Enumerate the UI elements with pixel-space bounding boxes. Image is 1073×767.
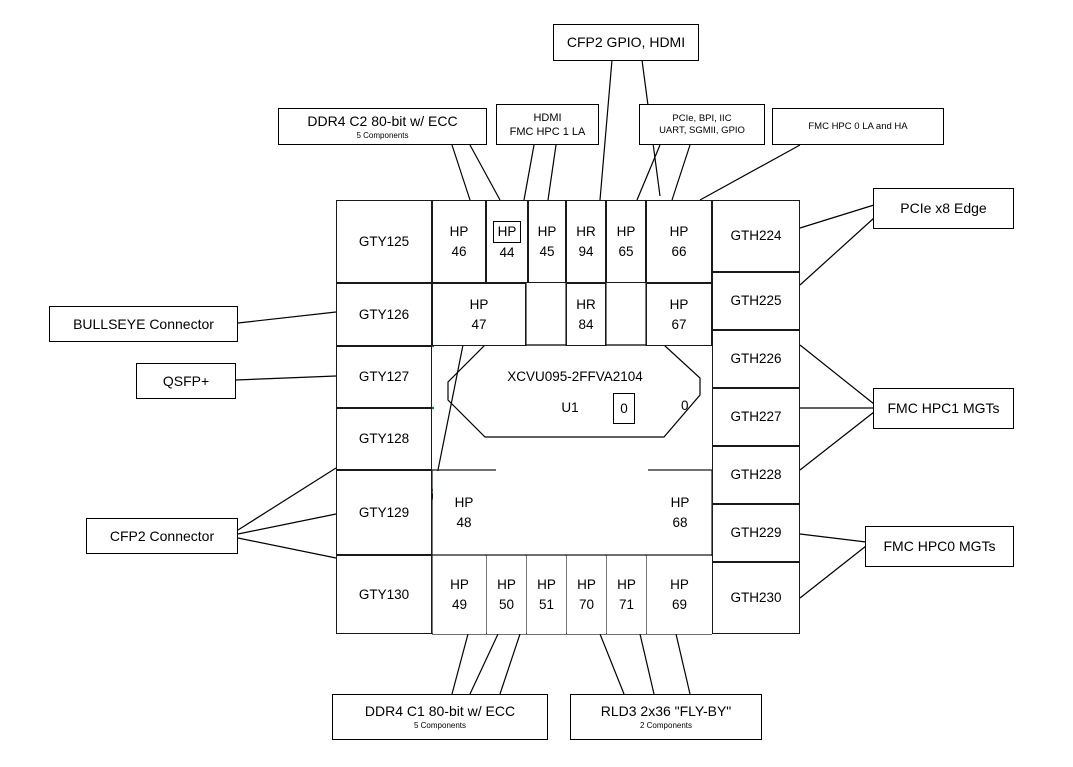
device-part-number: XCVU095-2FFVA2104 bbox=[507, 369, 643, 384]
callout-rld3-label: RLD3 2x36 "FLY-BY" bbox=[600, 703, 732, 719]
bank-hp47-number: 47 bbox=[471, 316, 487, 332]
bank-hp67-number: 67 bbox=[671, 316, 687, 332]
bank-hp46-type: HP bbox=[449, 223, 469, 239]
callout-ddr4-c1-subtext: 5 Components bbox=[413, 721, 467, 730]
center-zero-plain: 0 bbox=[681, 398, 689, 413]
callout-qsfp-label: QSFP+ bbox=[162, 372, 210, 389]
bank-hp65-number: 65 bbox=[618, 243, 634, 259]
bank-gth227-label: GTH227 bbox=[730, 409, 782, 424]
bank-gth230-label: GTH230 bbox=[730, 590, 782, 605]
bank-gty128-label: GTY128 bbox=[358, 431, 410, 446]
bank-gty126-label: GTY126 bbox=[358, 306, 410, 322]
bank-gty130-label: GTY130 bbox=[358, 586, 410, 602]
callout-pcie-x8-edge-label: PCIe x8 Edge bbox=[900, 200, 987, 216]
bank-hp65-type: HP bbox=[616, 223, 636, 239]
bank-hp69-number: 69 bbox=[671, 597, 688, 612]
bank-gth229-label: GTH229 bbox=[730, 525, 782, 540]
bank-hp69[interactable] bbox=[647, 556, 712, 634]
bank-hr84-number: 84 bbox=[578, 316, 594, 332]
bank-hr94-type: HR bbox=[576, 223, 596, 239]
bank-hp68[interactable] bbox=[649, 471, 711, 554]
bank-gty125-label: GTY125 bbox=[358, 233, 410, 249]
bank-hp47-type: HP bbox=[469, 296, 489, 312]
bank-gty127-label: GTY127 bbox=[358, 369, 410, 384]
bank-hp50[interactable] bbox=[487, 556, 526, 634]
bank-hp44-number: 44 bbox=[499, 244, 515, 260]
bank-gth225-label: GTH225 bbox=[730, 293, 782, 308]
bank-hp49[interactable] bbox=[433, 556, 486, 634]
callout-ddr4-c2-label: DDR4 C2 80-bit w/ ECC bbox=[307, 112, 458, 129]
bank-hr94-number: 94 bbox=[578, 243, 594, 259]
bank-hp44-type: HP bbox=[493, 221, 522, 243]
bank-hp45-type: HP bbox=[537, 223, 557, 239]
callout-ddr4-c1-label: DDR4 C1 80-bit w/ ECC bbox=[364, 703, 516, 719]
callout-fmc-hpc0-la-ha-label: FMC HPC 0 LA and HA bbox=[808, 120, 908, 132]
center-zero-boxed: 0 bbox=[613, 393, 635, 424]
bank-hp67-type: HP bbox=[669, 296, 689, 312]
bank-hp71[interactable] bbox=[607, 556, 646, 634]
bank-hp49-type: HP bbox=[450, 577, 469, 592]
callout-ddr4-c2-subtext: 5 Components bbox=[356, 130, 409, 140]
bank-gth228-label: GTH228 bbox=[730, 467, 782, 482]
callout-pcie-bpi-iic-line2: UART, SGMII, GPIO bbox=[659, 124, 745, 136]
callout-cfp2-gpio-hdmi-label: CFP2 GPIO, HDMI bbox=[566, 34, 686, 50]
bank-hp68-number: 68 bbox=[672, 514, 688, 530]
bank-hp46-number: 46 bbox=[451, 243, 467, 259]
bank-hp45-number: 45 bbox=[539, 243, 555, 259]
device-refdes: U1 bbox=[561, 400, 579, 415]
bank-hp50-number: 50 bbox=[498, 597, 515, 612]
bank-hp51[interactable] bbox=[527, 556, 566, 634]
bank-gth224-label: GTH224 bbox=[730, 228, 782, 243]
bank-gth226-label: GTH226 bbox=[730, 351, 782, 366]
bank-hp71-number: 71 bbox=[618, 597, 635, 612]
callout-bullseye-label: BULLSEYE Connector bbox=[73, 315, 214, 332]
callout-hdmi-label: HDMI bbox=[533, 111, 562, 124]
callout-fmc-hpc0-mgts-label: FMC HPC0 MGTs bbox=[883, 538, 996, 554]
callout-cfp2-connector-label: CFP2 Connector bbox=[109, 527, 215, 544]
bank-hp50-type: HP bbox=[497, 577, 516, 592]
bank-hp48[interactable] bbox=[433, 471, 495, 554]
bank-hp48-number: 48 bbox=[456, 514, 472, 530]
bank-hp66-number: 66 bbox=[671, 243, 687, 259]
bank-hp70[interactable] bbox=[567, 556, 606, 634]
callout-rld3-subtext: 2 Components bbox=[639, 721, 693, 730]
bank-hp51-type: HP bbox=[537, 577, 556, 592]
callout-fmc-hpc1-la-label: FMC HPC 1 LA bbox=[509, 125, 586, 138]
bank-hp49-number: 49 bbox=[451, 597, 468, 612]
bank-hp66-type: HP bbox=[669, 223, 689, 239]
bank-gty129-label: GTY129 bbox=[358, 504, 410, 520]
bank-hp68-type: HP bbox=[670, 494, 690, 510]
bank-hp70-type: HP bbox=[577, 577, 596, 592]
bank-hp70-number: 70 bbox=[578, 597, 595, 612]
bank-hp51-number: 51 bbox=[538, 597, 555, 612]
bank-hp71-type: HP bbox=[617, 577, 636, 592]
bank-hp69-type: HP bbox=[670, 577, 689, 592]
callout-pcie-bpi-iic-line1: PCIe, BPI, IIC bbox=[672, 112, 732, 124]
bank-hp48-type: HP bbox=[454, 494, 474, 510]
bank-hr84-type: HR bbox=[576, 296, 596, 312]
callout-fmc-hpc1-mgts-label: FMC HPC1 MGTs bbox=[887, 400, 1000, 416]
